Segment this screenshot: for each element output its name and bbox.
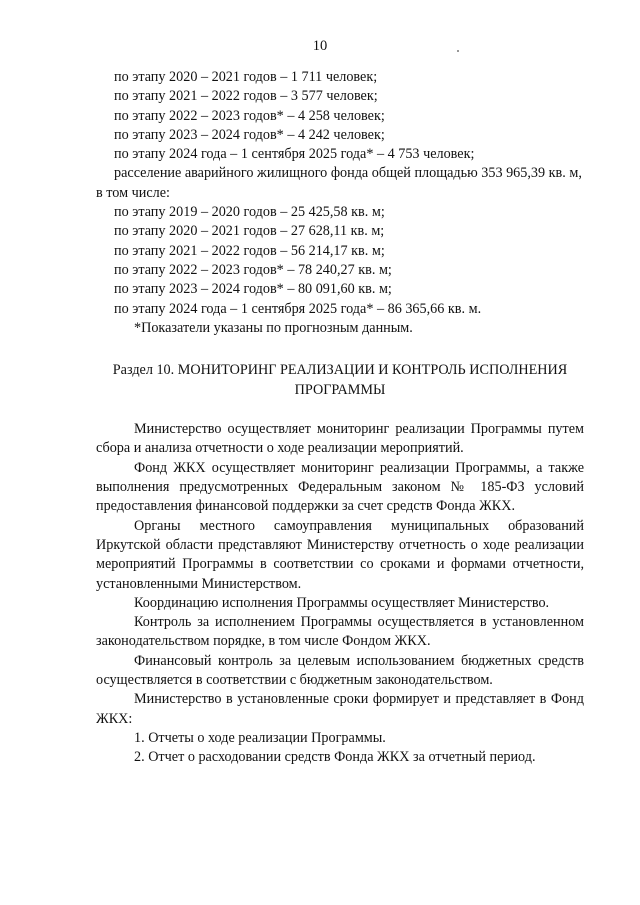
paragraph-line: предоставления финансовой поддержки за счет средств Фонда ЖКХ.	[96, 498, 516, 515]
stage-area-line: по этапу 2024 года – 1 сентября 2025 года* – 86 365,66 кв. м.	[114, 300, 482, 317]
paragraph-line: ЖКХ:	[96, 710, 133, 727]
paragraph-line: Контроль за исполнением Программы осуществляется в установленном	[134, 614, 584, 631]
stage-people-line: по этапу 2024 года – 1 сентября 2025 года* – 4 753 человек;	[114, 146, 475, 163]
area-intro-line: в том числе:	[96, 184, 170, 201]
paragraph-line: Министерство осуществляет мониторинг реализации Программы путем	[134, 421, 584, 438]
section-heading-line: ПРОГРАММЫ	[294, 382, 386, 399]
paragraph-line: Координацию исполнения Программы осуществляет Министерство.	[134, 594, 550, 611]
paragraph-line: установленными Министерством.	[96, 575, 302, 592]
stage-area-line: по этапу 2019 – 2020 годов – 25 425,58 кв. м;	[114, 204, 385, 221]
paragraph-line: Иркутской области представляют Министерству отчетность о ходе реализации	[96, 536, 584, 553]
area-intro-line: расселение аварийного жилищного фонда общей площадью 353 965,39 кв. м,	[114, 165, 582, 182]
paragraph-line: Органы местного самоуправления муниципальных образований	[134, 517, 584, 534]
page-number: 10	[312, 38, 328, 54]
section-heading-line: Раздел 10. МОНИТОРИНГ РЕАЛИЗАЦИИ И КОНТРОЛЬ ИСПОЛНЕНИЯ	[112, 362, 568, 379]
stage-area-line: по этапу 2022 – 2023 годов* – 78 240,27 кв. м;	[114, 261, 392, 278]
scan-speck	[457, 50, 459, 52]
paragraph-line: осуществляется в соответствии с бюджетным законодательством.	[96, 672, 493, 689]
report-list-item: 1. Отчеты о ходе реализации Программы.	[134, 729, 386, 746]
stage-area-line: по этапу 2023 – 2024 годов* – 80 091,60 кв. м;	[114, 281, 392, 298]
paragraph-line: Фонд ЖКХ осуществляет мониторинг реализации Программы, а также	[134, 459, 584, 476]
stage-area-line: по этапу 2020 – 2021 годов – 27 628,11 кв. м;	[114, 223, 385, 240]
paragraph-line: Финансовый контроль за целевым использованием бюджетных средств	[134, 652, 584, 669]
stage-area-line: по этапу 2021 – 2022 годов – 56 214,17 кв. м;	[114, 242, 385, 259]
report-list-item: 2. Отчет о расходовании средств Фонда ЖКХ за отчетный период.	[134, 749, 536, 766]
paragraph-line: мероприятий Программы в соответствии со сроками и формами отчетности,	[96, 556, 584, 573]
stage-people-line: по этапу 2022 – 2023 годов* – 4 258 человек;	[114, 107, 385, 124]
stage-people-line: по этапу 2023 – 2024 годов* – 4 242 человек;	[114, 126, 385, 143]
stage-people-line: по этапу 2020 – 2021 годов – 1 711 человек;	[114, 69, 378, 85]
section-heading	[96, 360, 584, 400]
paragraph-line: сбора и анализа отчетности о ходе реализации мероприятий.	[96, 440, 464, 457]
paragraph-line: законодательством порядке, в том числе Фондом ЖКХ.	[96, 633, 431, 650]
footnote: *Показатели указаны по прогнозным данным.	[134, 319, 413, 336]
document-body	[96, 68, 584, 768]
stage-people-line: по этапу 2021 – 2022 годов – 3 577 человек;	[114, 88, 378, 105]
paragraph-line: Министерство в установленные сроки формирует и представляет в Фонд	[134, 691, 584, 708]
paragraph-line: выполнения предусмотренных Федеральным законом № 185-ФЗ условий	[96, 479, 584, 496]
